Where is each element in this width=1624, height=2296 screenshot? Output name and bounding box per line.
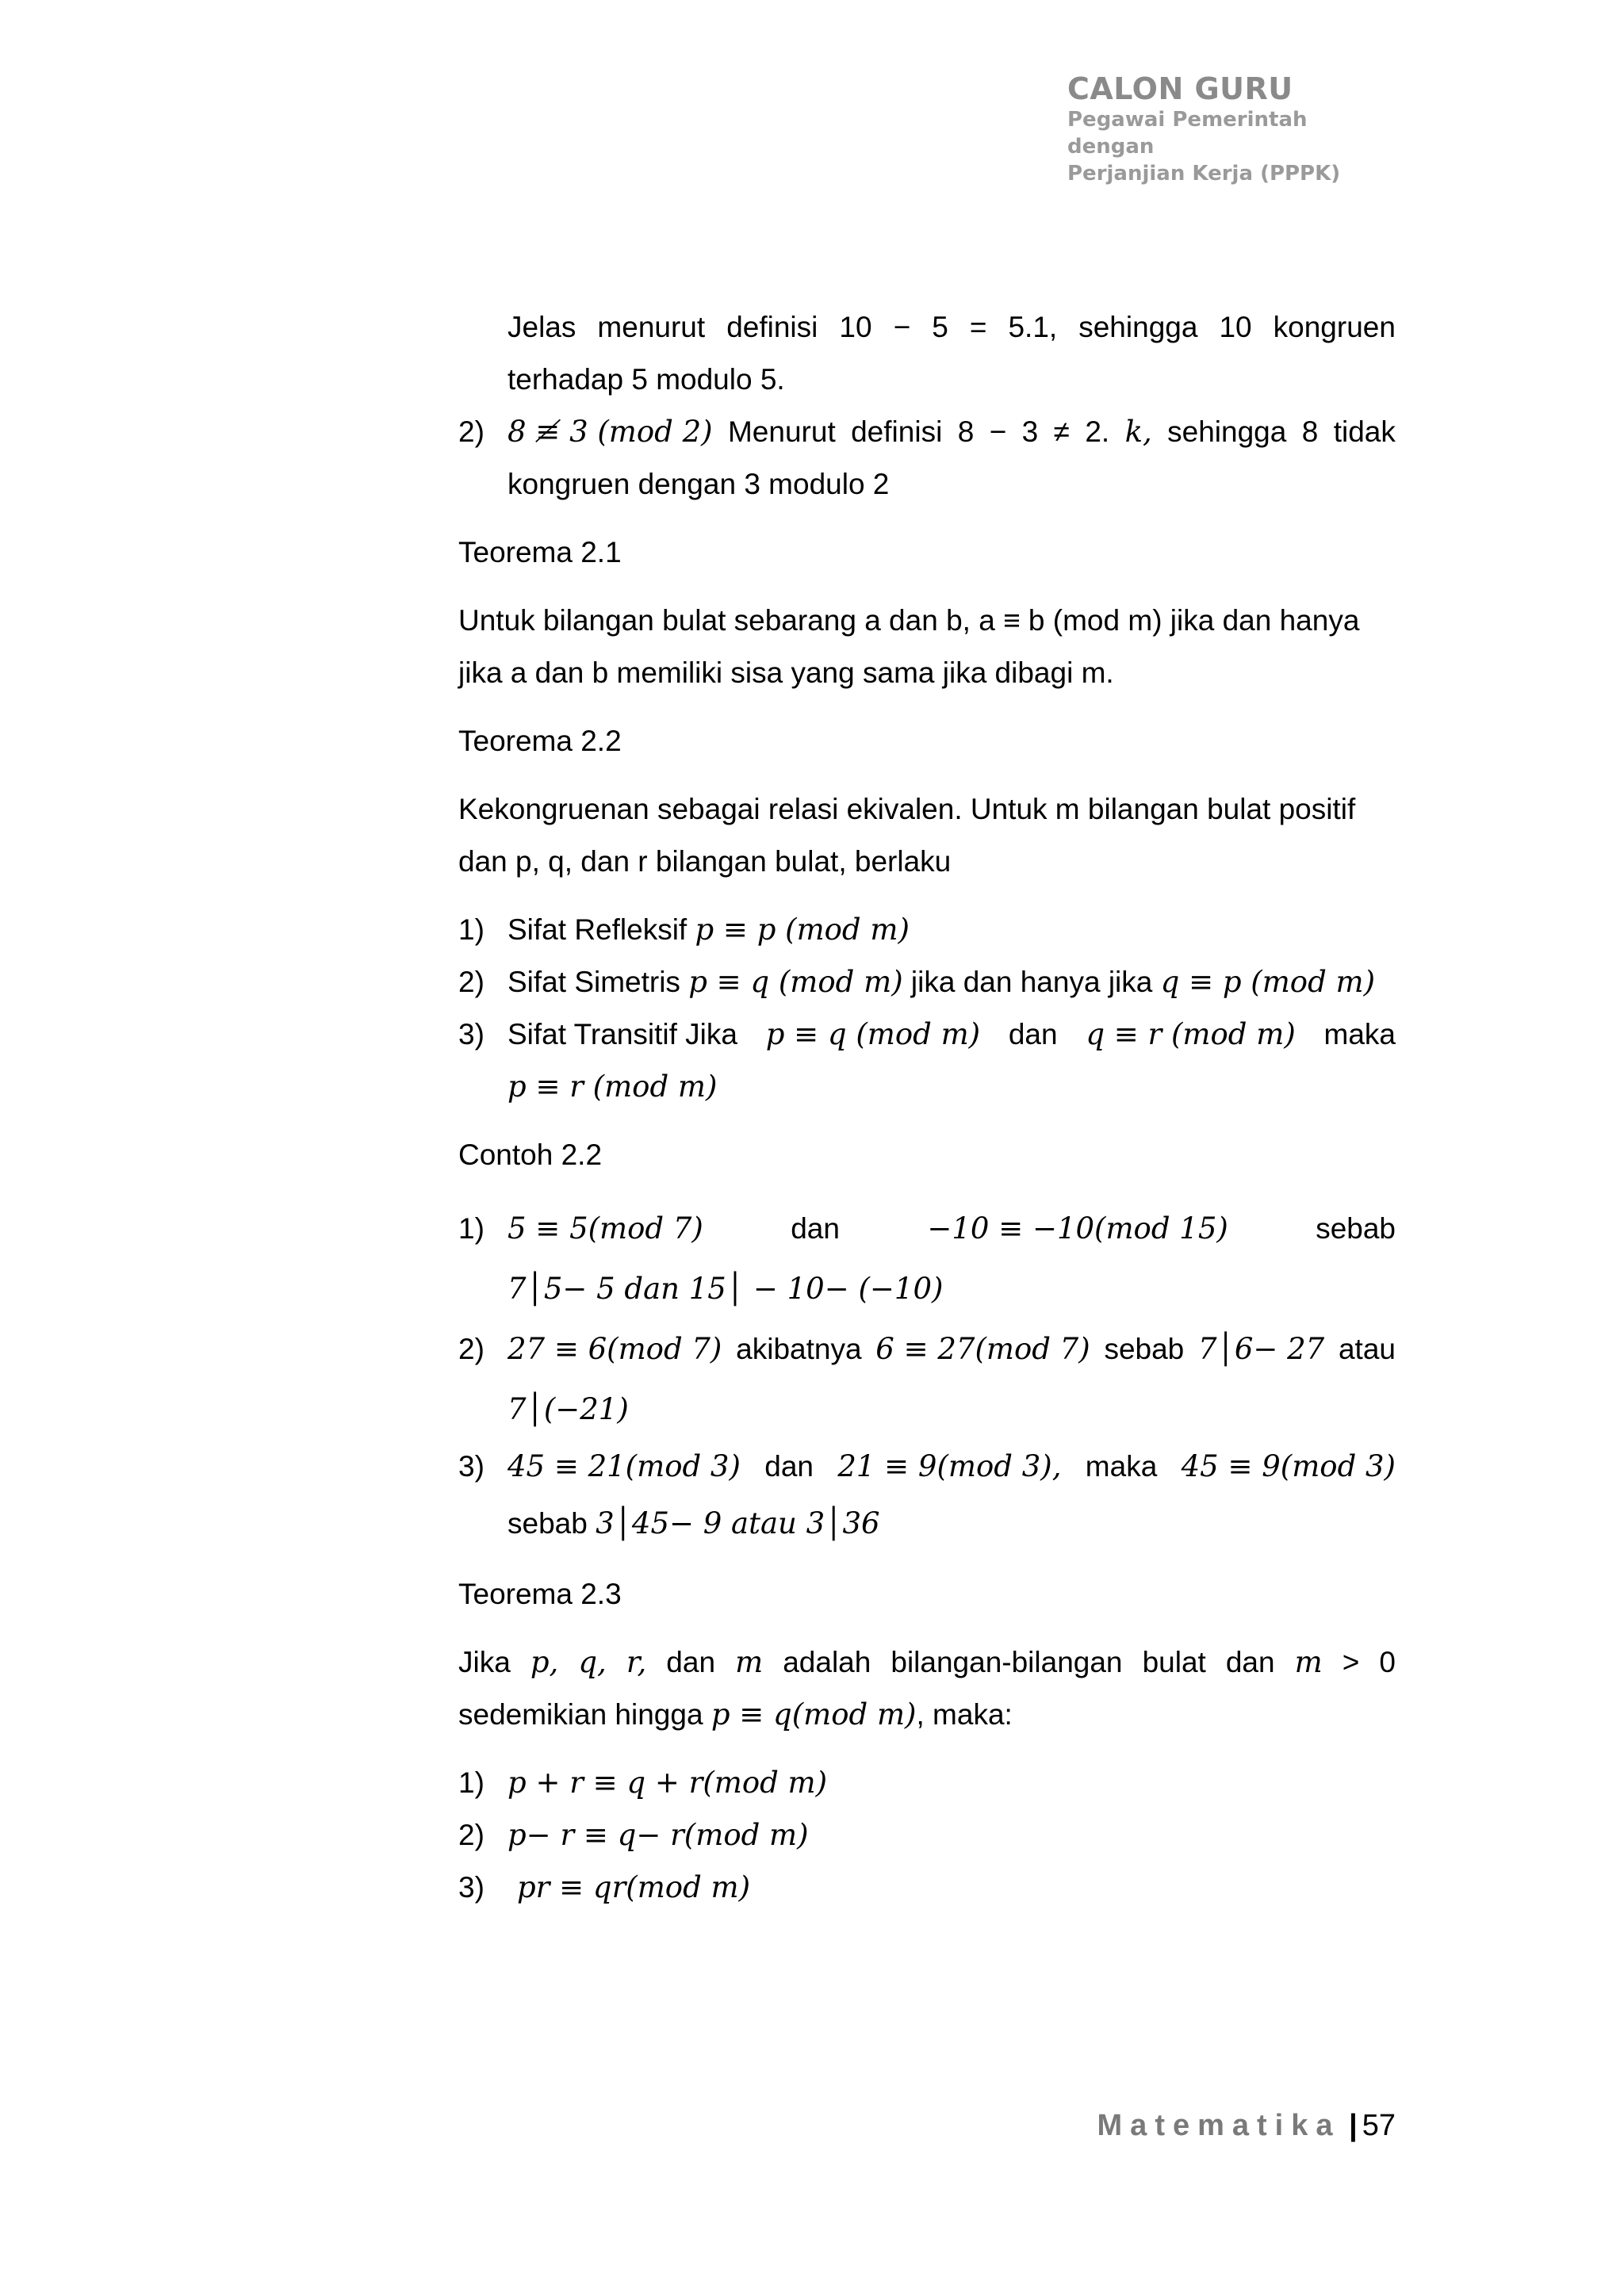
list-number: 3) (458, 1018, 485, 1050)
heading-contoh-2-2: Contoh 2.2 (458, 1138, 603, 1171)
paragraph-line (508, 301, 1396, 354)
item-text: atau (1338, 1333, 1396, 1365)
math-expression: p, (530, 1645, 559, 1679)
heading-teorema-2-3: Teorema 2.3 (458, 1578, 622, 1610)
list-number: 2) (458, 1333, 485, 1365)
list-item (458, 1757, 1396, 1809)
paragraph-teorema-2-1 (458, 595, 1396, 699)
list-item (458, 1862, 1396, 1914)
math-expression: p ≡ q(mod m) (710, 1697, 917, 1732)
math-expression: q ≡ r (mod m) (1086, 1017, 1296, 1051)
math-expression: p− r ≡ q− r(mod m) (508, 1818, 809, 1852)
item-text: akibatnya (736, 1333, 862, 1365)
math-expression: p ≡ r (mod m) (508, 1070, 718, 1104)
word: ≠ (1053, 415, 1070, 448)
list-item (458, 1438, 1396, 1552)
word: definisi (851, 415, 943, 448)
paragraph-line: kongruen dengan 3 modulo 2 (508, 468, 890, 500)
list-number: 2) (458, 415, 485, 448)
item-text: Sifat Simetris (508, 966, 680, 998)
list-number: 3) (458, 1450, 485, 1483)
paragraph-jelas (458, 301, 1396, 406)
math-expression: 3│45− 9 atau 3│36 (596, 1506, 880, 1540)
word: 10 (1219, 311, 1252, 343)
math-expression: p ≡ p (mod m) (695, 913, 910, 947)
word: 5 (932, 311, 948, 343)
word: adalah (783, 1646, 871, 1678)
word: 10 (839, 311, 872, 343)
word: − (989, 415, 1007, 448)
item-text: maka (1085, 1450, 1158, 1483)
paragraph-line (458, 1689, 1396, 1741)
word: 3 (1021, 415, 1039, 448)
word: sehingga (1167, 415, 1287, 448)
math-expression: m (1294, 1645, 1323, 1679)
paragraph-line: Untuk bilangan bulat sebarang a dan b, a ≡ b (mod m) jika dan hanya (458, 604, 1360, 637)
list-number: 1) (458, 913, 485, 946)
word: dan (1225, 1646, 1275, 1678)
list-item (458, 1809, 1396, 1862)
header-subtitle-1: Pegawai Pemerintah dengan (1067, 108, 1308, 159)
word: = (969, 311, 987, 343)
heading-teorema-2-1: Teorema 2.1 (458, 536, 622, 568)
math-expression: 21 ≡ 9(mod 3), (837, 1449, 1062, 1483)
math-expression: 5 ≡ 5(mod 7) (508, 1211, 703, 1246)
paragraph-teorema-2-2 (458, 783, 1396, 888)
math-expression: 45 ≡ 21(mod 3) (508, 1449, 741, 1483)
list-number: 2) (458, 1819, 485, 1851)
word: − (893, 311, 911, 343)
list-item (458, 956, 1396, 1008)
item-text: maka (1323, 1018, 1396, 1050)
word: 8 (1301, 415, 1319, 448)
item-text: Sifat Refleksif (508, 913, 688, 946)
math-expression: m (735, 1645, 764, 1679)
math-expression: 45 ≡ 9(mod 3) (1181, 1449, 1396, 1483)
math-expression: q ≡ p (mod m) (1160, 965, 1376, 999)
math-expression: k, (1124, 415, 1152, 449)
header-subtitle-2: Perjanjian Kerja (PPPK) (1067, 162, 1341, 186)
footer-separator: | (1349, 2109, 1358, 2142)
math-expression: p ≡ q (mod m) (765, 1017, 981, 1051)
item-text: sebab (1104, 1333, 1185, 1365)
item-text: dan (764, 1450, 814, 1483)
math-expression: 27 ≡ 6(mod 7) (508, 1332, 722, 1366)
math-expression: q, (578, 1645, 607, 1679)
header-title: CALON GURU (1067, 71, 1293, 106)
item-text: , maka: (916, 1698, 1013, 1731)
item-text: Sifat Transitif Jika (508, 1018, 737, 1050)
item-text: sebab (1316, 1212, 1396, 1245)
word: tidak (1333, 415, 1396, 448)
list-item (458, 1197, 1396, 1318)
word: menurut (597, 311, 706, 343)
list-item (458, 1008, 1396, 1113)
word: kongruen (1273, 311, 1396, 343)
list-item (458, 904, 1396, 956)
math-expression: r, (626, 1645, 647, 1679)
word: dan (666, 1646, 716, 1678)
word: 8 (957, 415, 975, 448)
paragraph-line (458, 1636, 1396, 1689)
math-expression: p + r ≡ q + r(mod m) (508, 1766, 828, 1800)
paragraph-line: terhadap 5 modulo 5. (508, 363, 785, 396)
list-number: 3) (458, 1871, 485, 1904)
math-expression: 7│6− 27 (1198, 1332, 1325, 1366)
math-expression: pr ≡ qr(mod m) (517, 1870, 751, 1904)
word: > (1342, 1646, 1360, 1678)
math-expression: 7│5− 5 dan 15│ − 10− (−10) (508, 1272, 944, 1306)
word: Jelas (508, 311, 576, 343)
word: sehingga (1078, 311, 1198, 343)
paragraph-line: jika a dan b memiliki sisa yang sama jika dibagi m. (458, 656, 1114, 689)
word: definisi (726, 311, 818, 343)
word: 0 (1379, 1646, 1396, 1678)
item-text: sebab (508, 1507, 588, 1540)
list-number: 2) (458, 966, 485, 998)
word: bulat (1142, 1646, 1206, 1678)
math-expression: 8 ≢ 3 (mod 2) (508, 415, 713, 449)
paragraph-line: dan p, q, dan r bilangan bulat, berlaku (458, 845, 952, 878)
math-expression: 7│(−21) (508, 1392, 629, 1426)
word: Menurut (727, 415, 836, 448)
list-item (458, 1318, 1396, 1438)
footer-subject: Matematika (1097, 2109, 1341, 2142)
list-number: 1) (458, 1212, 485, 1245)
word: 2. (1085, 415, 1110, 448)
paragraph-teorema-2-3 (458, 1636, 1396, 1741)
math-expression: p ≡ q (mod m) (688, 965, 903, 999)
page-number: 57 (1362, 2109, 1396, 2142)
word: 5.1, (1008, 311, 1058, 343)
math-expression: −10 ≡ −10(mod 15) (927, 1211, 1228, 1246)
list-number: 1) (458, 1766, 485, 1799)
item-text: jika dan hanya jika (910, 966, 1153, 998)
heading-teorema-2-2: Teorema 2.2 (458, 725, 622, 757)
page-header (1067, 71, 1400, 187)
word: bilangan-bilangan (891, 1646, 1123, 1678)
item-text: dan (1008, 1018, 1058, 1050)
paragraph-line: Kekongruenan sebagai relasi ekivalen. Untuk m bilangan bulat positif (458, 793, 1356, 825)
page-content (458, 301, 1396, 1914)
word: Jika (458, 1646, 511, 1678)
item-text: sedemikian hingga (458, 1698, 703, 1731)
item-text: dan (791, 1212, 840, 1245)
math-expression: 6 ≡ 27(mod 7) (875, 1332, 1090, 1366)
page-footer (1097, 2109, 1396, 2143)
list-item-2 (458, 406, 1396, 511)
